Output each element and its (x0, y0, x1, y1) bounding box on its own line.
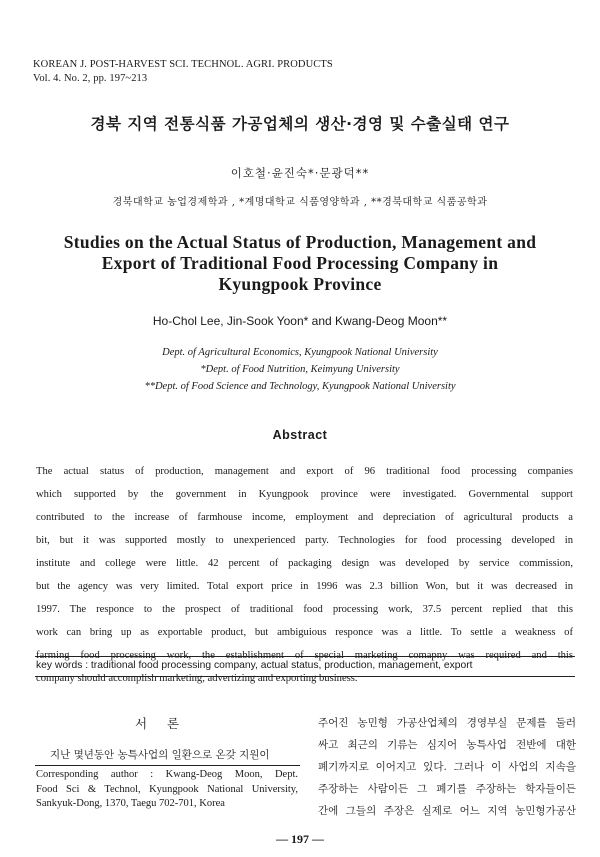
affiliation-line: Dept. of Agricultural Economics, Kyungpook National University (162, 347, 438, 358)
keywords-bottom-rule (35, 676, 575, 677)
affiliation-line: **Dept. of Food Science and Technology, Kyungpook National University (144, 381, 456, 392)
authors-korean: 이호철·윤진숙*·문광덕** (230, 166, 370, 180)
abstract-line: farming food processing work, the establishment of special marketing comapny was required and this (36, 650, 573, 661)
footnote-rule (35, 765, 300, 766)
abstract-line: contributed to the increase of farmhouse income, employment and depreciation of agricultural products a (36, 512, 573, 523)
body-line: 폐기까지로 이어지고 있다. 그러나 이 사업의 지속을 (318, 761, 576, 773)
journal-header (33, 58, 333, 86)
abstract-heading: Abstract (272, 428, 328, 442)
footnote-line: Food Sci & Technol, Kyungpook National University, (36, 783, 298, 795)
abstract-line: 1997. The responce to the prospect of traditional food processing work, 37.5 percent replied that this (36, 604, 573, 615)
introduction-right-column (318, 712, 576, 822)
journal-name: KOREAN J. POST-HARVEST SCI. TECHNOL. AGRI. PRODUCTS (33, 59, 333, 70)
title-korean: 경북 지역 전통식품 가공업체의 생산·경영 및 수출실태 연구 (90, 115, 510, 133)
introduction-first-line: 지난 몇년동안 농특사업의 일환으로 온갖 지원이 (50, 749, 270, 761)
title-english (20, 232, 580, 295)
body-line: 간에 그들의 주장은 실제로 어느 지역 농민형가공산 (318, 805, 576, 817)
affiliation-line: *Dept. of Food Nutrition, Keimyung University (200, 364, 400, 375)
title-english-line: Studies on the Actual Status of Production, Management and (63, 232, 537, 252)
affiliations-english (0, 344, 600, 395)
keywords-top-rule (35, 656, 575, 657)
section-heading-introduction: 서 론 (134, 716, 188, 731)
abstract-line: The actual status of production, management and export of 96 traditional food processing companies (36, 466, 573, 477)
authors-english: Ho-Chol Lee, Jin-Sook Yoon* and Kwang-Deog Moon** (152, 314, 448, 328)
affiliations-korean: 경북대학교 농업경제학과 , *계명대학교 식품영양학과 , **경북대학교 식품공학과 (112, 197, 488, 208)
body-line: 주장하는 사람이든 그 폐기를 주장하는 학자들이든 (318, 783, 576, 795)
keywords: key words : traditional food processing company, actual status, production, management, export (36, 660, 473, 671)
abstract-line: company should accomplish marketing, advertizing and exporting business. (36, 673, 358, 684)
abstract-line: work can bring up as exportable product, but ambiguious responce was a little. To settle a weakness of (36, 627, 573, 638)
abstract-line: bit, but it was supported mostly to unexperienced party. Technologies for food processing developed in (36, 535, 573, 546)
page-number: — 197 — (276, 832, 324, 846)
footnote-line: Sankyuk-Dong, 1370, Taegu 702-701, Korea (36, 798, 225, 809)
corresponding-author-footnote (36, 768, 298, 812)
abstract-line: which supported by the government in Kyungpook province were investigated. Governmental support (36, 489, 573, 500)
journal-volume: Vol. 4. No. 2, pp. 197~213 (33, 73, 148, 84)
footnote-line: Corresponding author : Kwang-Deog Moon, Dept. (36, 769, 298, 780)
abstract-line: but the agency was very limited. Total export price in 1996 was 2.3 billion Won, but it was decreased in (36, 581, 573, 592)
title-english-line: Export of Traditional Food Processing Company in (101, 253, 499, 273)
title-english-line: Kyungpook Province (218, 274, 382, 294)
body-line: 싸고 최근의 기류는 심지어 농특사업 전반에 대한 (318, 739, 576, 751)
abstract-line: institute and college were little. 42 percent of packaging design was developed by service commission, (36, 558, 573, 569)
body-line: 주어진 농민형 가공산업체의 경영부실 문제를 둘러 (318, 717, 576, 729)
